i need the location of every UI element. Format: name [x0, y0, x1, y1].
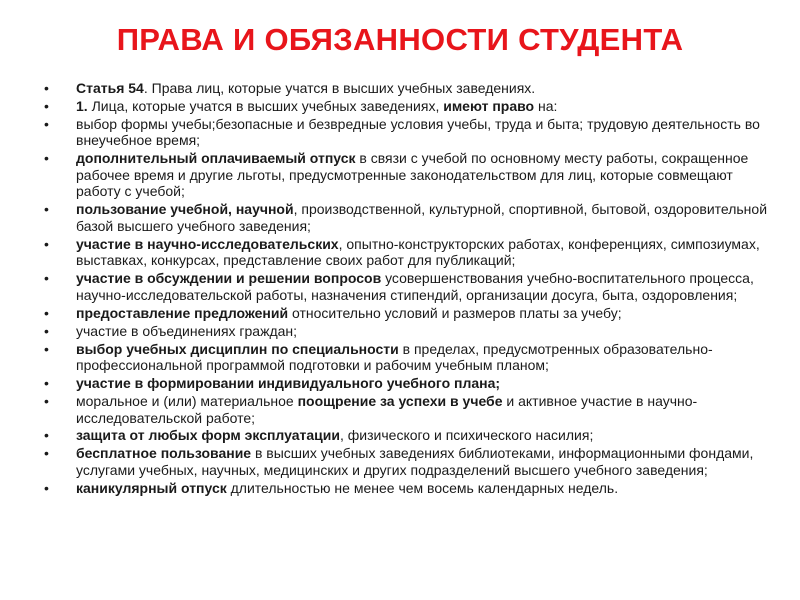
bullet-icon: •	[44, 150, 49, 167]
text: в пределах, предусмотренных образовательно-профессиональной программой подготовки и рабочим учебным планом;	[76, 340, 713, 374]
text: в высших учебных заведениях библиотеками, информационными фондами, услугами учебных, научных, медицинских и других подразделений высшего учебного заведения;	[76, 445, 754, 478]
text: Лица, которые учатся в высших учебных заведениях,	[87, 97, 444, 114]
list-item	[36, 150, 776, 200]
text: , физического и психического насилия;	[340, 427, 594, 444]
bold-text: участие в формировании индивидуального учебного плана;	[76, 375, 501, 392]
bold-text: имеют право	[443, 97, 535, 114]
text: усовершенствования учебно-воспитательного процесса, научно-исследовательской работы, назначения стипендий, организации досуга, быта, оздоровления;	[76, 270, 754, 303]
bold-text: участие в обсуждении и решении вопросов	[76, 270, 382, 287]
bold-text: бесплатное пользование	[76, 445, 252, 462]
list-item	[36, 323, 776, 340]
list-item	[36, 375, 776, 392]
bold-text: защита от любых форм эксплуатации	[76, 427, 340, 444]
bullet-icon: •	[44, 270, 49, 287]
bullet-icon: •	[44, 340, 49, 357]
bullet-icon: •	[44, 115, 49, 132]
list-item	[36, 393, 776, 426]
list-item	[36, 341, 776, 374]
bullet-icon: •	[44, 322, 49, 339]
list-item	[36, 305, 776, 322]
bold-text: Статья 54	[76, 80, 144, 96]
bold-text: пользование учебной, научной	[76, 201, 294, 218]
bullet-icon: •	[44, 97, 49, 114]
list-item	[36, 236, 776, 269]
bullet-icon: •	[44, 375, 49, 392]
list-item	[36, 480, 776, 497]
list-item	[36, 98, 776, 115]
list-item	[36, 427, 776, 444]
text: участие в объединениях граждан;	[76, 322, 298, 339]
bold-text: 1.	[76, 97, 88, 114]
bold-text: выбор учебных дисциплин по специальности	[76, 340, 399, 357]
bold-text: предоставление предложений	[76, 304, 289, 321]
list-item	[36, 80, 776, 97]
bold-text: дополнительный оплачиваемый отпуск	[76, 150, 356, 167]
bullet-icon: •	[44, 201, 49, 218]
bold-text: участие в научно-исследовательских	[76, 235, 339, 252]
text: , опытно-конструкторских работах, конференциях, симпозиумах, выставках, конкурсах, представление своих работ для публикаций;	[76, 235, 760, 269]
bullet-icon: •	[44, 445, 49, 462]
text: выбор формы учебы;безопасные и безвредные условия учебы, труда и быта; трудовую деятельность во внеучебное время;	[76, 115, 760, 149]
bullet-icon: •	[44, 392, 49, 409]
bold-text: поощрение за успехи в учебе	[297, 392, 503, 409]
bullet-icon: •	[44, 80, 49, 96]
list-item	[36, 201, 776, 234]
page-title: ПРАВА И ОБЯЗАННОСТИ СТУДЕНТА	[116, 22, 684, 57]
list-item	[36, 116, 776, 149]
text: длительностью не менее чем восемь календарных недель.	[226, 479, 619, 496]
list-item	[36, 445, 776, 478]
bold-text: каникулярный отпуск	[76, 479, 227, 496]
text: в связи с учебой по основному месту работы, сокращенное рабочее время и другие льготы, предусмотренные законодательством для лиц, которые совмещают работу с учебой;	[76, 150, 749, 200]
bullet-icon: •	[44, 235, 49, 252]
text: и активное участие в научно-исследовательской работе;	[76, 392, 698, 426]
bullet-icon: •	[44, 479, 49, 496]
text: , производственной, культурной, спортивной, бытовой, оздоровительной базой высшего учебного заведения;	[76, 201, 768, 234]
bullet-icon: •	[44, 304, 49, 321]
rights-list	[36, 80, 776, 498]
text: . Права лиц, которые учатся в высших учебных заведениях.	[143, 80, 536, 96]
text: моральное и (или) материальное	[76, 392, 298, 409]
text: относительно условий и размеров платы за учебу;	[288, 304, 622, 321]
bullet-icon: •	[44, 427, 49, 444]
list-item	[36, 270, 776, 303]
text: на:	[534, 97, 558, 114]
